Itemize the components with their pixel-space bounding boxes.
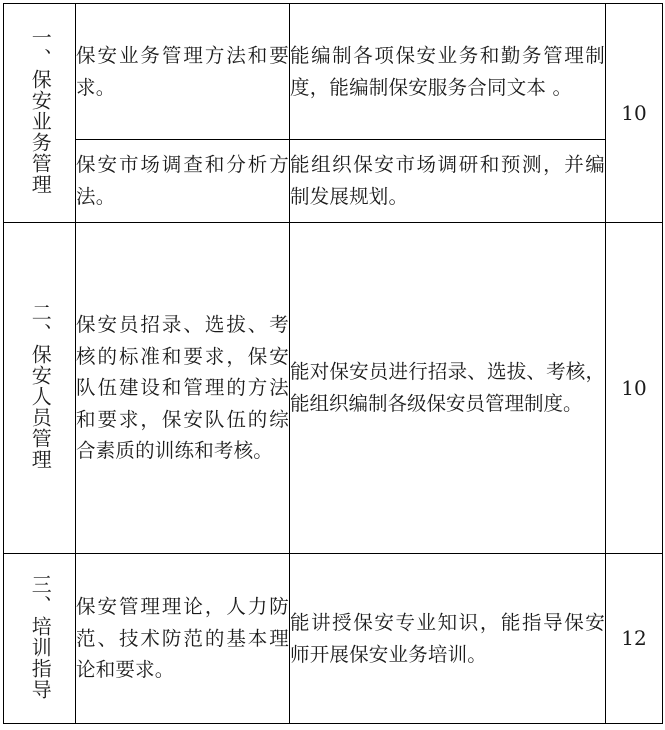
section-label-cell-3 [4,554,76,724]
knowledge-text: 保安业务管理方法和要求。 [76,43,289,99]
section-label-3: 三、培训指导 [28,573,53,700]
score-cell-3 [606,554,663,724]
score-value-3: 12 [621,626,647,650]
knowledge-cell-3-1 [76,554,290,724]
ability-cell-2-1 [290,223,606,554]
knowledge-text: 保安员招录、选拔、考核的标准和要求，保安队伍建设和管理的方法和要求，保安队伍的综合素质的训练和考核。 [76,313,289,463]
ability-text: 能对保安员进行招录、选拔、考核，能组织编制各级保安员管理制度。 [290,360,605,415]
ability-text: 能编制各项保安业务和勤务管理制度，能编制保安服务合同文本 。 [290,43,605,99]
table-row [4,554,663,724]
table-row [4,4,663,140]
table-row [4,223,663,554]
score-value-2: 10 [621,375,647,400]
knowledge-cell-2-1 [76,223,290,554]
score-value-1: 10 [621,100,647,125]
ability-cell-1-2 [290,140,606,223]
ability-text: 能组织保安市场调研和预测，并编制发展规划。 [290,153,605,208]
knowledge-cell-1-2 [76,140,290,223]
score-cell-2 [606,223,663,554]
section-label-1: 一、保安业务管理 [28,27,53,195]
section-label-cell-2 [4,223,76,554]
section-label-2: 二、保安人员管理 [28,302,53,470]
knowledge-cell-1-1 [76,4,290,140]
score-cell-1 [606,4,663,223]
section-label-cell-1 [4,4,76,223]
ability-cell-1-1 [290,4,606,140]
ability-cell-3-1 [290,554,606,724]
ability-text: 能讲授保安专业知识，能指导保安师开展保安业务培训。 [290,610,605,666]
knowledge-text: 保安市场调查和分析方法。 [76,153,289,208]
knowledge-text: 保安管理理论，人力防范、技术防范的基本理论和要求。 [76,595,289,682]
table-row [4,140,663,223]
assessment-criteria-table [3,3,663,724]
